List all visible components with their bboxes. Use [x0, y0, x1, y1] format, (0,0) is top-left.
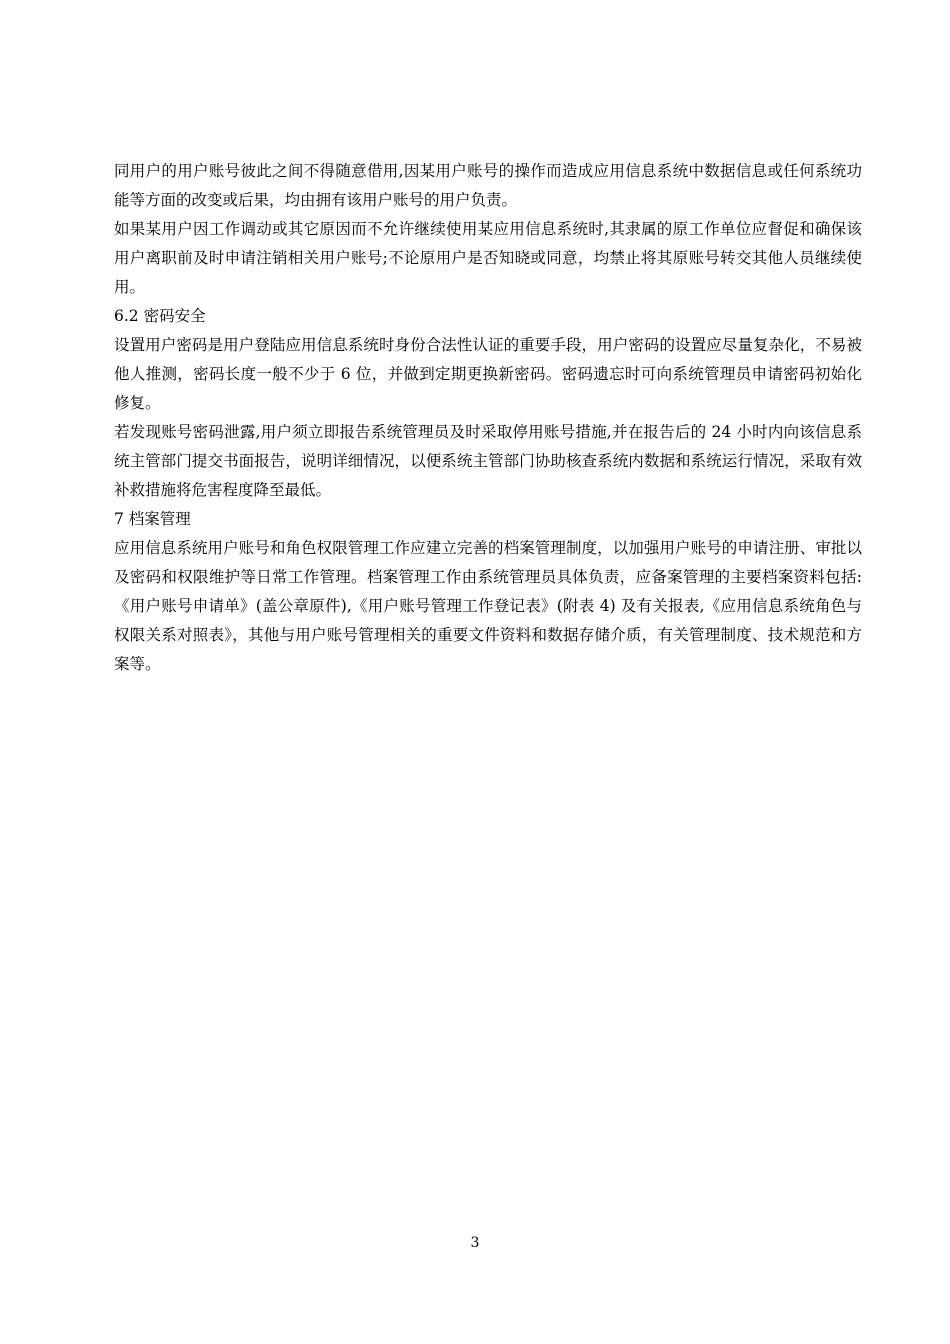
page-number: 3: [470, 1235, 480, 1251]
section-heading-password-security: 6.2 密码安全: [114, 307, 206, 325]
paragraph-account-cancellation: 如果某用户因工作调动或其它原因而不允许继续使用某应用信息系统时,其隶属的原工作单位应督促和确保该用户离职前及时申请注销相关用户账号;不论原用户是否知晓或同意，均禁止将其原账号转交其他人员继续使用。: [114, 220, 862, 296]
paragraph-account-sharing: 同用户的用户账号彼此之间不得随意借用,因某用户账号的操作而造成应用信息系统中数据信息或任何系统功能等方面的改变或后果，均由拥有该用户账号的用户负责。: [114, 162, 862, 209]
paragraph-archive-management: 应用信息系统用户账号和角色权限管理工作应建立完善的档案管理制度，以加强用户账号的申请注册、审批以及密码和权限维护等日常工作管理。档案管理工作由系统管理员具体负责，应备案管理的主要档案资料包括:《用户账号申请单》(盖公章原件),《用户账号管理工作登记表》(附表 4) 及有关报表,《应用信息系统角色与权限关系对照表》，其他与用户账号管理相关的重要文件资料和数据存储介质，有关管理制度、技术规范和方案等。: [114, 539, 862, 673]
paragraph-password-leak: 若发现账号密码泄露,用户须立即报告系统管理员及时采取停用账号措施,并在报告后的 24 小时内向该信息系统主管部门提交书面报告，说明详细情况，以便系统主管部门协助核查系统内数据和系统运行情况，采取有效补救措施将危害程度降至最低。: [114, 423, 862, 499]
section-heading-archive-management: 7 档案管理: [114, 510, 191, 528]
paragraph-password-setting: 设置用户密码是用户登陆应用信息系统时身份合法性认证的重要手段，用户密码的设置应尽量复杂化，不易被他人推测，密码长度一般不少于 6 位，并做到定期更换新密码。密码遗忘时可向系统管理员申请密码初始化修复。: [114, 336, 862, 412]
document-body: [114, 157, 862, 679]
